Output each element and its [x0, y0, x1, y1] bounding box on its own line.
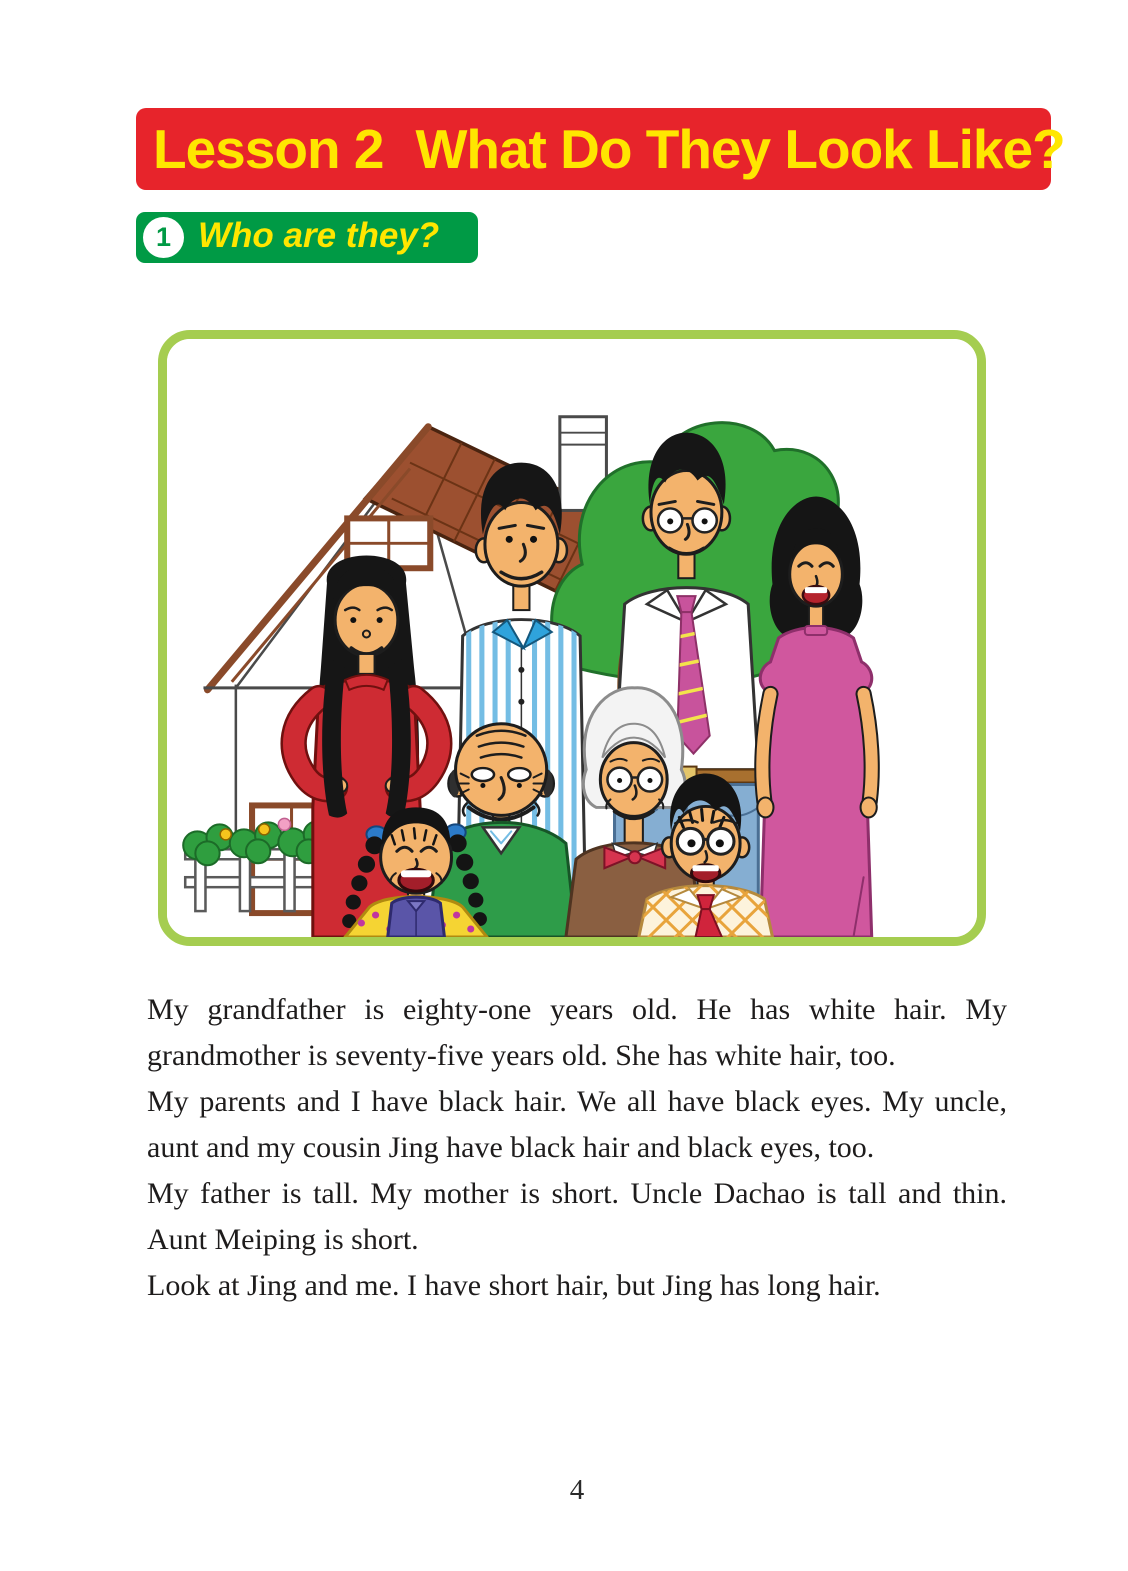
- bald-head: [456, 724, 547, 816]
- family-illustration: [158, 330, 986, 946]
- paragraph-3: My father is tall. My mother is short. Uncle Dachao is tall and thin. Aunt Meiping is short.: [147, 1177, 1007, 1256]
- paragraph-1: My grandfather is eighty-one years old. He has white hair. My grandmother is seventy-five years old. She has white hair, too.: [147, 993, 1007, 1072]
- paragraph-4: Look at Jing and me. I have short hair, but Jing has long hair.: [147, 1269, 881, 1302]
- section-title: Who are they?: [198, 215, 440, 255]
- section-banner: [136, 212, 478, 263]
- section-number-badge: 1: [143, 217, 184, 258]
- tie-knot: [677, 596, 695, 612]
- family-illustration-svg: [167, 339, 977, 937]
- lesson-title-banner: [136, 108, 1065, 190]
- lesson-number: Lesson 2: [153, 118, 384, 180]
- paragraph-2: My parents and I have black hair. We all have black eyes. My uncle, aunt and my cousin Jing have black hair and black eyes, too.: [147, 1085, 1007, 1164]
- aunt-figure: [757, 496, 876, 937]
- reading-passage: [147, 987, 1007, 1309]
- collar: [805, 626, 827, 635]
- lesson-title: What Do They Look Like?: [415, 118, 1065, 180]
- dress: [760, 628, 872, 937]
- page-number: 4: [569, 1474, 585, 1506]
- red-tie: [698, 895, 714, 909]
